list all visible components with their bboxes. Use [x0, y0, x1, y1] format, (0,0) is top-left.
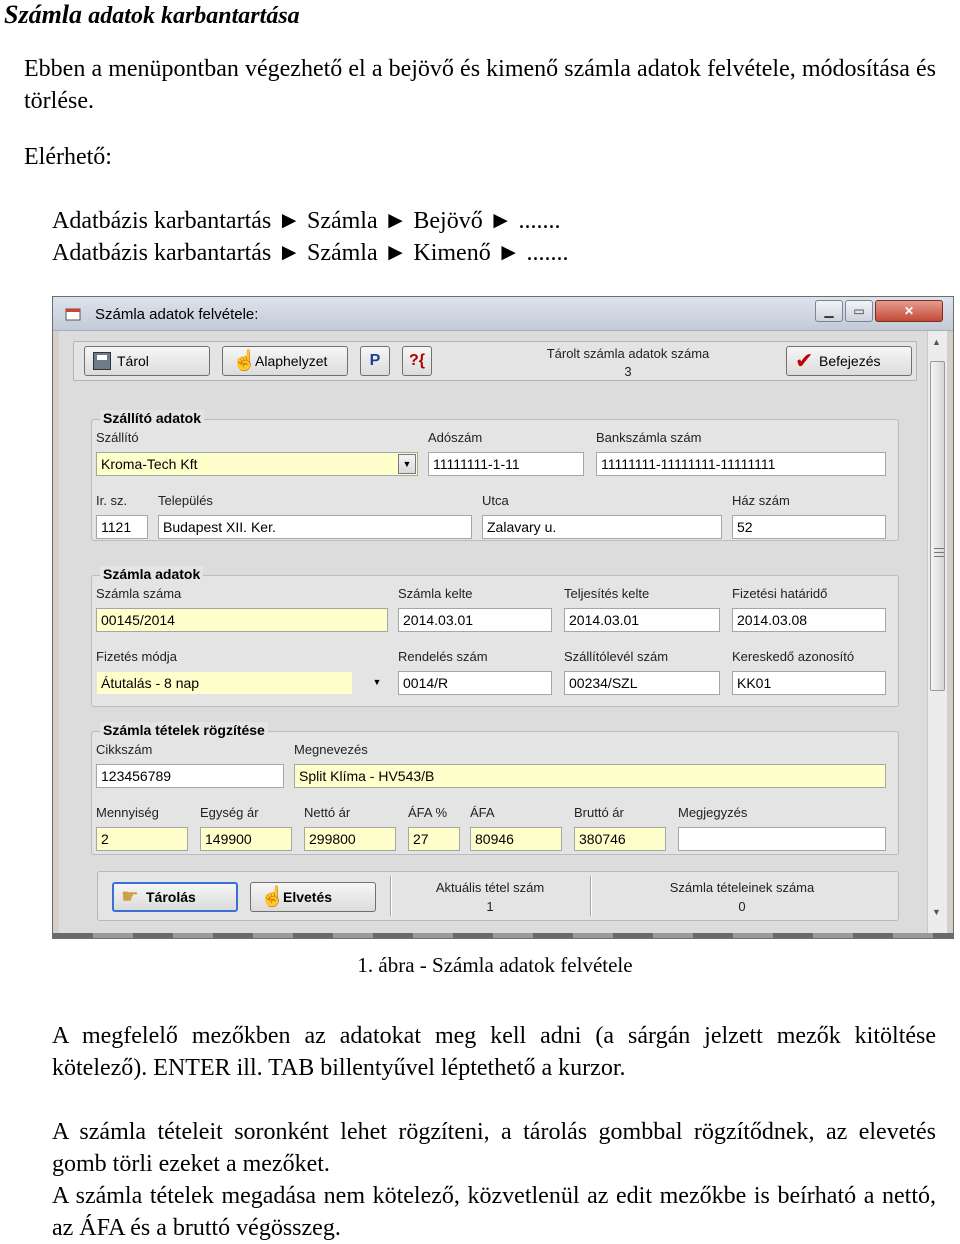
vat-percent-field[interactable]: 27 [408, 827, 460, 851]
house-number-field[interactable]: 52 [732, 515, 886, 539]
city-field[interactable]: Budapest XII. Ker. [158, 515, 472, 539]
invoice-number-field[interactable]: 00145/2014 [96, 608, 388, 632]
current-item-label: Aktuális tétel szám [435, 880, 545, 895]
scroll-down-icon[interactable]: ▼ [932, 907, 941, 917]
horizontal-scrollbar[interactable] [53, 933, 953, 938]
stored-count-value: 3 [624, 364, 632, 379]
street-field[interactable]: Zalavary u. [482, 515, 722, 539]
order-number-label: Rendelés szám [398, 649, 488, 664]
trader-id-label: Kereskedő azonosító [732, 649, 855, 664]
due-date-label: Fizetési határidő [732, 586, 828, 601]
menu-path-incoming: Adatbázis karbantartás ► Számla ► Bejövő ► ....... [52, 208, 561, 234]
chevron-down-icon[interactable]: ▼ [398, 454, 416, 474]
item-count-label: Számla tételeinek száma [669, 880, 815, 895]
sku-field[interactable]: 123456789 [96, 764, 284, 788]
payment-method-select[interactable] [96, 671, 388, 695]
vertical-scrollbar[interactable] [927, 331, 947, 935]
window-titlebar[interactable] [53, 297, 953, 331]
minimize-button[interactable]: ▁ [815, 300, 843, 322]
menu-path-outgoing: Adatbázis karbantartás ► Számla ► Kimenő ► ....... [52, 240, 569, 266]
store-item-button-label: Tárolás [146, 889, 196, 905]
note-label: Megjegyzés [678, 805, 748, 820]
document-title [4, 0, 300, 30]
performance-date-field[interactable]: 2014.03.01 [564, 608, 720, 632]
vat-percent-label: ÁFA % [408, 805, 448, 820]
supplier-select[interactable] [96, 452, 418, 476]
vat-amount-label: ÁFA [470, 805, 495, 820]
finish-button-label: Befejezés [819, 353, 881, 369]
supplier-label: Szállító [96, 430, 139, 445]
item-name-label: Megnevezés [294, 742, 368, 757]
save-icon [93, 352, 111, 370]
print-button-label: P [369, 352, 381, 369]
discard-item-button[interactable] [250, 882, 376, 912]
chevron-down-icon[interactable]: ▼ [372, 677, 382, 687]
note-field[interactable] [678, 827, 886, 851]
print-button[interactable] [360, 346, 390, 376]
store-button-label: Tárol [117, 353, 149, 369]
close-button[interactable]: ✕ [875, 300, 943, 322]
item-count-value: 0 [738, 899, 746, 914]
help-button-label: ?{ [409, 352, 425, 369]
order-number-field[interactable]: 0014/R [398, 671, 552, 695]
unit-price-label: Egység ár [200, 805, 259, 820]
scroll-up-icon[interactable]: ▲ [932, 337, 941, 347]
item-name-field[interactable]: Split Klíma - HV543/B [294, 764, 886, 788]
invoice-window [52, 296, 954, 939]
zip-field[interactable]: 1121 [96, 515, 148, 539]
city-label: Település [158, 493, 213, 508]
hand-pointer-icon [122, 888, 140, 906]
hand-pointer-icon [259, 888, 277, 906]
supplier-group [91, 410, 899, 541]
performance-date-label: Teljesítés kelte [564, 586, 650, 601]
items-group [91, 722, 899, 855]
delivery-note-label: Szállítólevél szám [564, 649, 669, 664]
supplier-value: Kroma-Tech Kft [101, 456, 198, 472]
house-number-label: Ház szám [732, 493, 790, 508]
sku-label: Cikkszám [96, 742, 153, 757]
title-part-1: Számla [4, 0, 83, 29]
paragraph-required-fields: A megfelelő mezőkben az adatokat meg kell adni (a sárgán jelzett mezők kitöltése kötelező). ENTER ill. TAB billentyűvel léptethető a kurzor. [52, 1023, 936, 1081]
app-icon [65, 307, 81, 321]
reset-button-label: Alaphelyzet [255, 353, 328, 369]
paragraph-items-optional: A számla tételek megadása nem kötelező, közvetlenül az edit mezőkbe is beírható a nettó, az ÁFA és a bruttó végösszeg. [52, 1183, 936, 1241]
quantity-field[interactable]: 2 [96, 827, 188, 851]
issue-date-label: Számla kelte [398, 586, 473, 601]
gross-price-field[interactable]: 380746 [574, 827, 666, 851]
tax-number-label: Adószám [428, 430, 483, 445]
items-group-title: Számla tételek rögzítése [100, 722, 268, 738]
help-button[interactable] [402, 346, 432, 376]
maximize-button[interactable]: ▭ [845, 300, 873, 322]
store-button[interactable] [84, 346, 210, 376]
figure-caption: 1. ábra - Számla adatok felvétele [357, 953, 633, 977]
discard-item-button-label: Elvetés [283, 889, 333, 905]
toolbar-panel [73, 341, 917, 381]
gross-price-label: Bruttó ár [574, 805, 624, 820]
item-actions-panel [97, 871, 899, 921]
street-label: Utca [482, 493, 509, 508]
issue-date-field[interactable]: 2014.03.01 [398, 608, 552, 632]
delivery-note-field[interactable]: 00234/SZL [564, 671, 720, 695]
invoice-group-title: Számla adatok [100, 566, 203, 582]
bank-account-label: Bankszámla szám [596, 430, 702, 445]
intro-paragraph: Ebben a menüpontban végezhető el a bejövő és kimenő számla adatok felvétele, módosítása és törlése. [24, 56, 936, 114]
trader-id-field[interactable]: KK01 [732, 671, 886, 695]
payment-method-label: Fizetés módja [96, 649, 177, 664]
reset-button[interactable] [222, 346, 348, 376]
access-label: Elérhető: [24, 144, 112, 170]
finish-button[interactable] [786, 346, 912, 376]
payment-method-value: Átutalás - 8 nap [101, 675, 200, 691]
tax-number-field[interactable]: 11111111-1-11 [428, 452, 584, 476]
net-price-label: Nettó ár [304, 805, 351, 820]
invoice-number-label: Számla száma [96, 586, 182, 601]
title-part-2: adatok karbantartása [88, 3, 300, 29]
bank-account-field[interactable]: 11111111-11111111-11111111 [596, 452, 886, 476]
paragraph-items-recording: A számla tételeit soronként lehet rögzíteni, a tárolás gombbal rögzítődnek, az elevetés gomb törli ezeket a mezőket. [52, 1119, 936, 1177]
grip-icon [934, 548, 944, 557]
stored-count-label: Tárolt számla adatok száma [546, 346, 710, 361]
unit-price-field[interactable]: 149900 [200, 827, 292, 851]
zip-label: Ir. sz. [96, 493, 128, 508]
scrollbar-thumb[interactable] [930, 361, 945, 691]
window-client-area [59, 331, 927, 935]
current-item-value: 1 [486, 899, 494, 914]
hand-pointer-icon [231, 352, 249, 370]
vat-amount-field[interactable]: 80946 [470, 827, 562, 851]
net-price-field[interactable]: 299800 [304, 827, 396, 851]
window-title: Számla adatok felvétele: [95, 306, 259, 323]
supplier-group-title: Szállító adatok [100, 410, 204, 426]
invoice-group [91, 566, 899, 707]
store-item-button[interactable] [112, 882, 238, 912]
quantity-label: Mennyiség [96, 805, 159, 820]
due-date-field[interactable]: 2014.03.08 [732, 608, 886, 632]
checkmark-icon [795, 352, 813, 370]
